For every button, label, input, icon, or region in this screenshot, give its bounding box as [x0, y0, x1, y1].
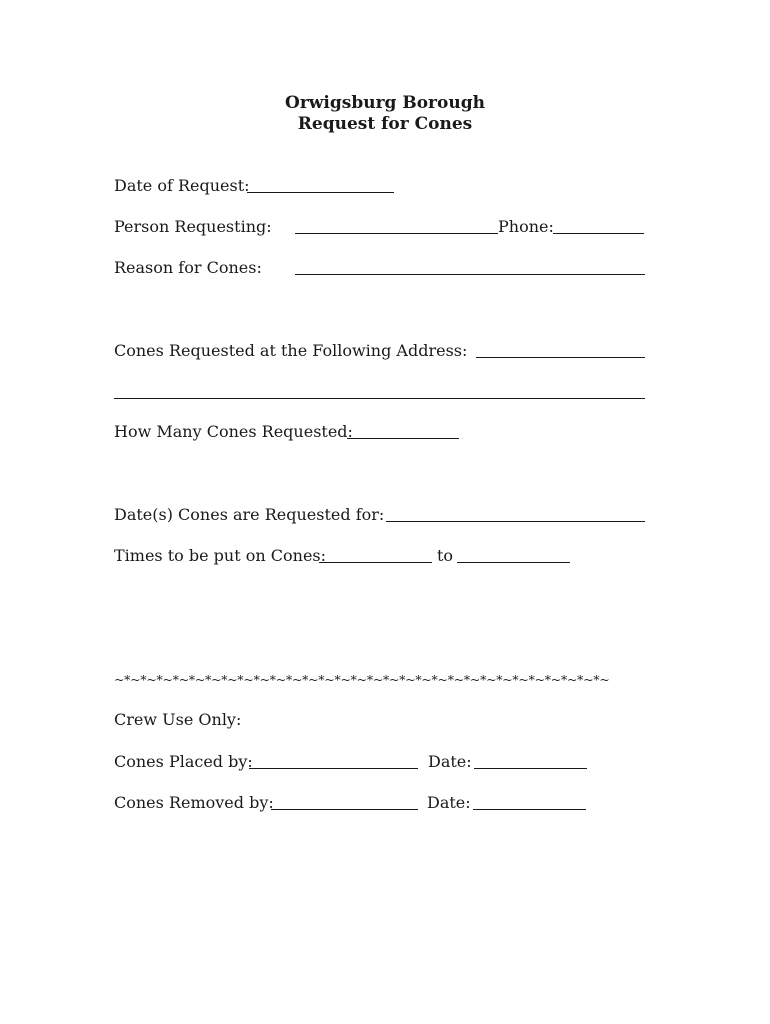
cones-placed-field[interactable] — [249, 768, 418, 769]
removed-date-label: Date: — [427, 793, 471, 812]
address-label: Cones Requested at the Following Address: — [114, 341, 468, 360]
how-many-label: How Many Cones Requested: — [114, 422, 353, 441]
placed-date-label: Date: — [428, 752, 472, 771]
times-label: Times to be put on Cones: — [114, 546, 327, 565]
person-requesting-label: Person Requesting: — [114, 217, 272, 236]
reason-field[interactable] — [295, 274, 645, 275]
separator: ~*~*~*~*~*~*~*~*~*~*~*~*~*~*~*~*~*~*~*~*~*~*~*~*~*~*~*~*~*~*~ — [114, 672, 610, 687]
cones-placed-label: Cones Placed by: — [114, 752, 253, 771]
address-field-line-2[interactable] — [114, 398, 645, 399]
form-title: Request for Cones — [297, 114, 473, 134]
crew-use-heading: Crew Use Only: — [114, 710, 242, 729]
how-many-field[interactable] — [347, 438, 459, 439]
removed-date-field[interactable] — [473, 809, 586, 810]
times-start-field[interactable] — [319, 562, 432, 563]
address-field[interactable] — [476, 357, 645, 358]
reason-label: Reason for Cones: — [114, 258, 262, 277]
phone-field[interactable] — [553, 233, 644, 234]
org-name: Orwigsburg Borough — [285, 93, 485, 113]
person-requesting-field[interactable] — [295, 233, 498, 234]
times-to-label: to — [437, 546, 454, 565]
cones-removed-field[interactable] — [271, 809, 418, 810]
date-of-request-label: Date of Request: — [114, 176, 250, 195]
times-end-field[interactable] — [457, 562, 570, 563]
cones-removed-label: Cones Removed by: — [114, 793, 274, 812]
dates-label: Date(s) Cones are Requested for: — [114, 505, 385, 524]
dates-field[interactable] — [386, 521, 645, 522]
phone-label: Phone: — [498, 217, 554, 236]
date-of-request-field[interactable] — [247, 192, 394, 193]
placed-date-field[interactable] — [474, 768, 587, 769]
